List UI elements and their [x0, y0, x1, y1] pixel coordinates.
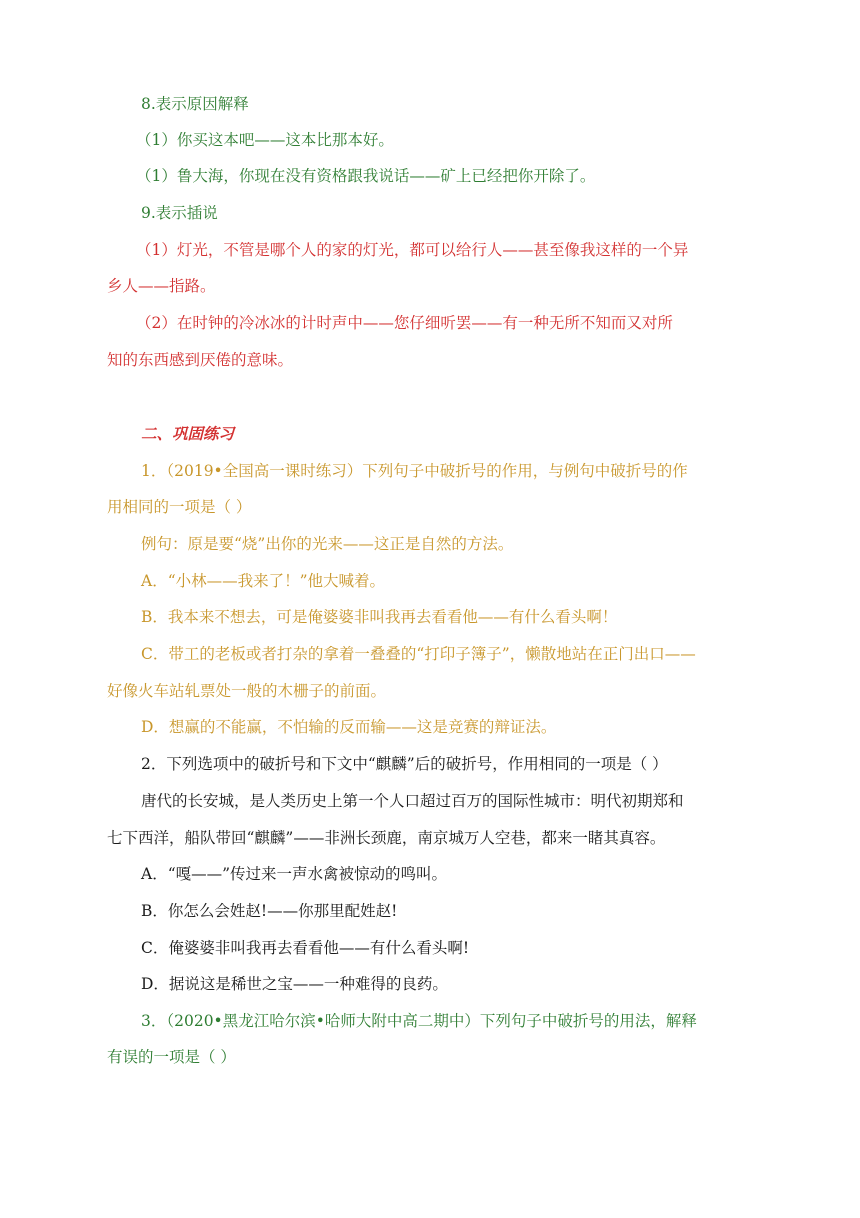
section-9-heading: 9.表示插说 [141, 204, 218, 222]
q1-option-c-line-2: 好像火车站轧票处一般的木栅子的前面。 [107, 682, 387, 700]
q1-stem-line-1: 1．（2019•全国高一课时练习）下列句子中破折号的作用，与例句中破折号的作 [141, 462, 688, 480]
q2-option-b: B．你怎么会姓赵!——你那里配姓赵! [141, 902, 398, 920]
section-8-example-2: （1）鲁大海，你现在没有资格跟我说话——矿上已经把你开除了。 [136, 167, 596, 185]
q2-passage-line-2: 七下西洋，船队带回“麒麟”——非洲长颈鹿，南京城万人空巷，都来一睹其真容。 [107, 829, 666, 847]
section-8-heading: 8.表示原因解释 [141, 95, 249, 113]
q3-stem-line-2: 有误的一项是（ ） [107, 1048, 236, 1066]
q1-option-b: B．我本来不想去，可是俺婆婆非叫我再去看看他——有什么看头啊！ [141, 608, 618, 626]
q1-example-sentence: 例句：原是要“烧”出你的光来——这正是自然的方法。 [141, 535, 514, 553]
q2-option-d: D．据说这是稀世之宝——一种难得的良药。 [141, 975, 448, 993]
section-9-example-2-line-2: 知的东西感到厌倦的意味。 [107, 351, 294, 369]
q1-option-d: D．想赢的不能赢，不怕输的反而输——这是竞赛的辩证法。 [141, 718, 557, 736]
q3-stem-line-1: 3．（2020•黑龙江哈尔滨•哈师大附中高二期中）下列句子中破折号的用法，解释 [141, 1012, 697, 1030]
q1-option-c-line-1: C．带工的老板或者打杂的拿着一叠叠的“打印子簿子”，懒散地站在正门出口—— [141, 645, 696, 663]
q2-option-a: A．“嘎——”传过来一声水禽被惊动的鸣叫。 [141, 865, 448, 883]
q2-stem: 2．下列选项中的破折号和下文中“麒麟”后的破折号，作用相同的一项是（ ） [141, 755, 668, 773]
section-9-example-1-line-2: 乡人——指路。 [107, 277, 216, 295]
section-9-example-1-line-1: （1）灯光，不管是哪个人的家的灯光，都可以给行人——甚至像我这样的一个异 [136, 241, 689, 259]
q2-option-c: C．俺婆婆非叫我再去看看他——有什么看头啊! [141, 939, 470, 957]
q1-stem-line-2: 用相同的一项是（ ） [107, 498, 252, 516]
practice-heading: 二、巩固练习 [141, 424, 235, 443]
section-8-example-1: （1）你买这本吧——这本比那本好。 [136, 131, 394, 149]
q2-passage-line-1: 唐代的长安城，是人类历史上第一个人口超过百万的国际性城市：明代初期郑和 [141, 792, 684, 810]
section-9-example-2-line-1: （2）在时钟的冷冰冰的计时声中——您仔细听罢——有一种无所不知而又对所 [136, 314, 673, 332]
q1-option-a: A．“小林——我来了！”他大喊着。 [141, 572, 386, 590]
